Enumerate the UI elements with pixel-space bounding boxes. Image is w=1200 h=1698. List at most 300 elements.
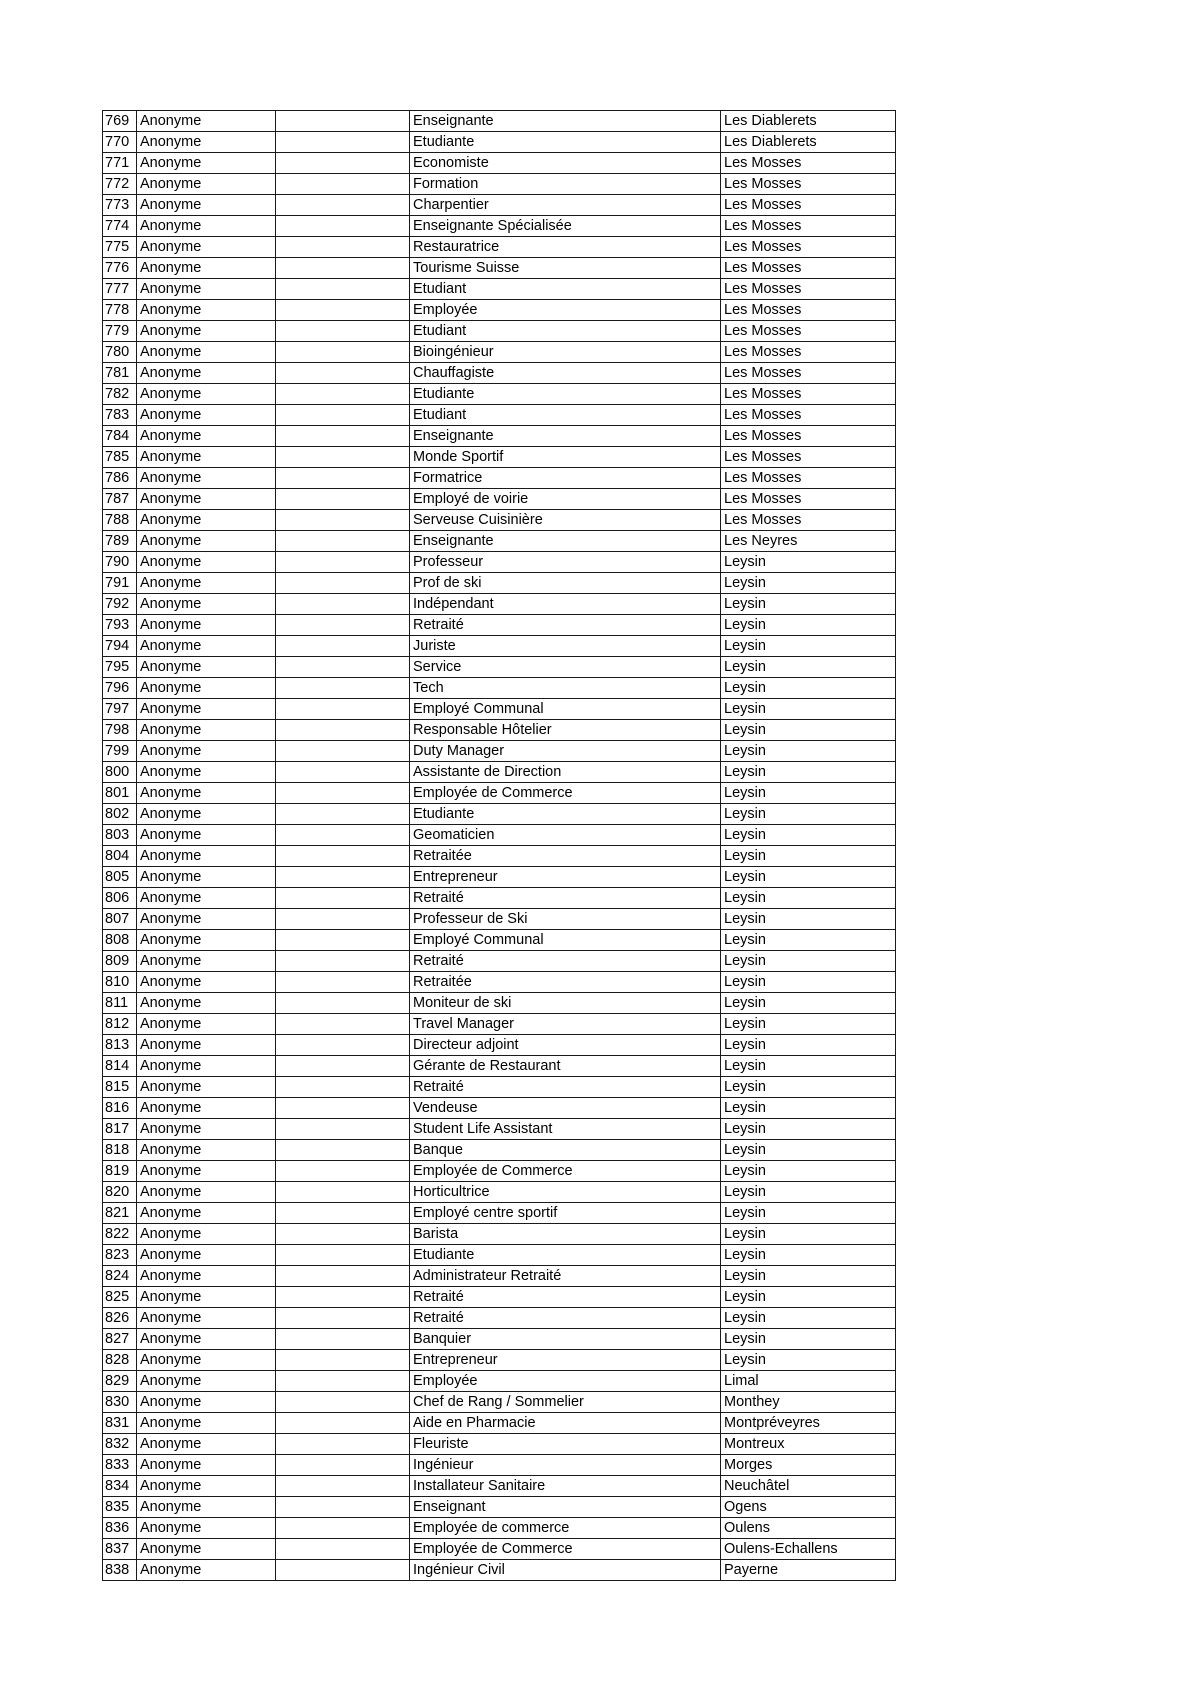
name-cell: Anonyme: [137, 1560, 276, 1581]
table-row: [103, 447, 896, 468]
row-number-cell: 799: [103, 741, 137, 762]
blank-cell: [276, 1560, 410, 1581]
row-number-cell: 773: [103, 195, 137, 216]
blank-cell: [276, 636, 410, 657]
table-row: [103, 972, 896, 993]
table-row: [103, 111, 896, 132]
blank-cell: [276, 1434, 410, 1455]
table-row: [103, 678, 896, 699]
row-number-cell: 800: [103, 762, 137, 783]
blank-cell: [276, 321, 410, 342]
name-cell: Anonyme: [137, 846, 276, 867]
table-row: [103, 1287, 896, 1308]
name-cell: Anonyme: [137, 468, 276, 489]
name-cell: Anonyme: [137, 426, 276, 447]
name-cell: Anonyme: [137, 594, 276, 615]
locality-cell: Les Mosses: [721, 174, 896, 195]
profession-cell: Etudiant: [410, 279, 721, 300]
name-cell: Anonyme: [137, 1455, 276, 1476]
profession-cell: Banque: [410, 1140, 721, 1161]
table-row: [103, 741, 896, 762]
locality-cell: Leysin: [721, 573, 896, 594]
profession-cell: Employée de Commerce: [410, 1161, 721, 1182]
name-cell: Anonyme: [137, 384, 276, 405]
profession-cell: Prof de ski: [410, 573, 721, 594]
blank-cell: [276, 615, 410, 636]
locality-cell: Leysin: [721, 825, 896, 846]
name-cell: Anonyme: [137, 1098, 276, 1119]
table-row: [103, 363, 896, 384]
table-row: [103, 951, 896, 972]
blank-cell: [276, 1098, 410, 1119]
table-row: [103, 1119, 896, 1140]
name-cell: Anonyme: [137, 972, 276, 993]
table-row: [103, 1413, 896, 1434]
profession-cell: Employée: [410, 1371, 721, 1392]
row-number-cell: 798: [103, 720, 137, 741]
table-row: [103, 846, 896, 867]
row-number-cell: 780: [103, 342, 137, 363]
blank-cell: [276, 1539, 410, 1560]
blank-cell: [276, 699, 410, 720]
name-cell: Anonyme: [137, 1539, 276, 1560]
table-row: [103, 636, 896, 657]
blank-cell: [276, 1119, 410, 1140]
blank-cell: [276, 1455, 410, 1476]
blank-cell: [276, 1497, 410, 1518]
name-cell: Anonyme: [137, 951, 276, 972]
table-row: [103, 1182, 896, 1203]
blank-cell: [276, 867, 410, 888]
blank-cell: [276, 1224, 410, 1245]
locality-cell: Leysin: [721, 888, 896, 909]
table-row: [103, 888, 896, 909]
row-number-cell: 825: [103, 1287, 137, 1308]
locality-cell: Leysin: [721, 762, 896, 783]
profession-cell: Tech: [410, 678, 721, 699]
locality-cell: Leysin: [721, 1308, 896, 1329]
locality-cell: Leysin: [721, 1098, 896, 1119]
name-cell: Anonyme: [137, 1014, 276, 1035]
profession-cell: Assistante de Direction: [410, 762, 721, 783]
name-cell: Anonyme: [137, 699, 276, 720]
table-row: [103, 720, 896, 741]
blank-cell: [276, 426, 410, 447]
table-row: [103, 195, 896, 216]
blank-cell: [276, 363, 410, 384]
name-cell: Anonyme: [137, 1077, 276, 1098]
locality-cell: Leysin: [721, 909, 896, 930]
row-number-cell: 835: [103, 1497, 137, 1518]
name-cell: Anonyme: [137, 1413, 276, 1434]
blank-cell: [276, 1413, 410, 1434]
locality-cell: Leysin: [721, 1077, 896, 1098]
locality-cell: Leysin: [721, 1266, 896, 1287]
row-number-cell: 794: [103, 636, 137, 657]
locality-cell: Leysin: [721, 1140, 896, 1161]
locality-cell: Les Mosses: [721, 384, 896, 405]
table-row: [103, 909, 896, 930]
profession-cell: Enseignante: [410, 111, 721, 132]
profession-cell: Enseignant: [410, 1497, 721, 1518]
profession-cell: Employé Communal: [410, 699, 721, 720]
table-row: [103, 1266, 896, 1287]
profession-cell: Economiste: [410, 153, 721, 174]
blank-cell: [276, 720, 410, 741]
profession-cell: Etudiant: [410, 321, 721, 342]
profession-cell: Bioingénieur: [410, 342, 721, 363]
profession-cell: Retraité: [410, 951, 721, 972]
profession-cell: Employée: [410, 300, 721, 321]
name-cell: Anonyme: [137, 1119, 276, 1140]
row-number-cell: 824: [103, 1266, 137, 1287]
blank-cell: [276, 846, 410, 867]
profession-cell: Fleuriste: [410, 1434, 721, 1455]
blank-cell: [276, 132, 410, 153]
locality-cell: Leysin: [721, 972, 896, 993]
name-cell: Anonyme: [137, 678, 276, 699]
blank-cell: [276, 279, 410, 300]
blank-cell: [276, 1392, 410, 1413]
name-cell: Anonyme: [137, 867, 276, 888]
locality-cell: Leysin: [721, 1182, 896, 1203]
name-cell: Anonyme: [137, 1056, 276, 1077]
profession-cell: Serveuse Cuisinière: [410, 510, 721, 531]
profession-cell: Responsable Hôtelier: [410, 720, 721, 741]
blank-cell: [276, 1245, 410, 1266]
name-cell: Anonyme: [137, 1329, 276, 1350]
row-number-cell: 797: [103, 699, 137, 720]
row-number-cell: 789: [103, 531, 137, 552]
row-number-cell: 831: [103, 1413, 137, 1434]
table-row: [103, 531, 896, 552]
profession-cell: Directeur adjoint: [410, 1035, 721, 1056]
profession-cell: Travel Manager: [410, 1014, 721, 1035]
profession-cell: Duty Manager: [410, 741, 721, 762]
locality-cell: Les Mosses: [721, 489, 896, 510]
name-cell: Anonyme: [137, 909, 276, 930]
name-cell: Anonyme: [137, 1476, 276, 1497]
name-cell: Anonyme: [137, 300, 276, 321]
blank-cell: [276, 783, 410, 804]
locality-cell: Leysin: [721, 1329, 896, 1350]
name-cell: Anonyme: [137, 930, 276, 951]
locality-cell: Les Mosses: [721, 195, 896, 216]
row-number-cell: 792: [103, 594, 137, 615]
locality-cell: Leysin: [721, 1245, 896, 1266]
blank-cell: [276, 1161, 410, 1182]
name-cell: Anonyme: [137, 258, 276, 279]
profession-cell: Formatrice: [410, 468, 721, 489]
name-cell: Anonyme: [137, 741, 276, 762]
name-cell: Anonyme: [137, 510, 276, 531]
blank-cell: [276, 1140, 410, 1161]
row-number-cell: 777: [103, 279, 137, 300]
name-cell: Anonyme: [137, 1035, 276, 1056]
signature-table: [102, 110, 896, 1581]
profession-cell: Banquier: [410, 1329, 721, 1350]
table-row: [103, 153, 896, 174]
locality-cell: Leysin: [721, 615, 896, 636]
table-row: [103, 132, 896, 153]
blank-cell: [276, 1266, 410, 1287]
row-number-cell: 818: [103, 1140, 137, 1161]
locality-cell: Leysin: [721, 783, 896, 804]
table-row: [103, 321, 896, 342]
profession-cell: Aide en Pharmacie: [410, 1413, 721, 1434]
name-cell: Anonyme: [137, 216, 276, 237]
blank-cell: [276, 972, 410, 993]
locality-cell: Leysin: [721, 720, 896, 741]
name-cell: Anonyme: [137, 1434, 276, 1455]
locality-cell: Les Mosses: [721, 300, 896, 321]
table-row: [103, 405, 896, 426]
name-cell: Anonyme: [137, 174, 276, 195]
row-number-cell: 806: [103, 888, 137, 909]
name-cell: Anonyme: [137, 111, 276, 132]
name-cell: Anonyme: [137, 888, 276, 909]
row-number-cell: 790: [103, 552, 137, 573]
profession-cell: Retraitée: [410, 972, 721, 993]
row-number-cell: 838: [103, 1560, 137, 1581]
profession-cell: Retraité: [410, 888, 721, 909]
profession-cell: Employé de voirie: [410, 489, 721, 510]
profession-cell: Entrepreneur: [410, 867, 721, 888]
row-number-cell: 834: [103, 1476, 137, 1497]
locality-cell: Les Diablerets: [721, 111, 896, 132]
blank-cell: [276, 1350, 410, 1371]
name-cell: Anonyme: [137, 195, 276, 216]
row-number-cell: 788: [103, 510, 137, 531]
locality-cell: Leysin: [721, 636, 896, 657]
locality-cell: Les Mosses: [721, 510, 896, 531]
table-row: [103, 216, 896, 237]
locality-cell: Montpréveyres: [721, 1413, 896, 1434]
table-row: [103, 1560, 896, 1581]
row-number-cell: 830: [103, 1392, 137, 1413]
table-row: [103, 1350, 896, 1371]
locality-cell: Neuchâtel: [721, 1476, 896, 1497]
row-number-cell: 795: [103, 657, 137, 678]
locality-cell: Ogens: [721, 1497, 896, 1518]
name-cell: Anonyme: [137, 321, 276, 342]
name-cell: Anonyme: [137, 1224, 276, 1245]
row-number-cell: 775: [103, 237, 137, 258]
blank-cell: [276, 741, 410, 762]
blank-cell: [276, 930, 410, 951]
name-cell: Anonyme: [137, 1182, 276, 1203]
name-cell: Anonyme: [137, 1518, 276, 1539]
blank-cell: [276, 657, 410, 678]
row-number-cell: 791: [103, 573, 137, 594]
row-number-cell: 772: [103, 174, 137, 195]
blank-cell: [276, 1518, 410, 1539]
locality-cell: Leysin: [721, 951, 896, 972]
locality-cell: Leysin: [721, 846, 896, 867]
profession-cell: Ingénieur Civil: [410, 1560, 721, 1581]
row-number-cell: 778: [103, 300, 137, 321]
table-row: [103, 1329, 896, 1350]
blank-cell: [276, 489, 410, 510]
blank-cell: [276, 510, 410, 531]
profession-cell: Restauratrice: [410, 237, 721, 258]
profession-cell: Installateur Sanitaire: [410, 1476, 721, 1497]
profession-cell: Professeur de Ski: [410, 909, 721, 930]
blank-cell: [276, 993, 410, 1014]
row-number-cell: 803: [103, 825, 137, 846]
table-row: [103, 1224, 896, 1245]
blank-cell: [276, 153, 410, 174]
locality-cell: Leysin: [721, 741, 896, 762]
blank-cell: [276, 1308, 410, 1329]
name-cell: Anonyme: [137, 447, 276, 468]
row-number-cell: 804: [103, 846, 137, 867]
name-cell: Anonyme: [137, 1245, 276, 1266]
table-row: [103, 510, 896, 531]
row-number-cell: 811: [103, 993, 137, 1014]
row-number-cell: 823: [103, 1245, 137, 1266]
row-number-cell: 821: [103, 1203, 137, 1224]
blank-cell: [276, 468, 410, 489]
row-number-cell: 802: [103, 804, 137, 825]
row-number-cell: 836: [103, 1518, 137, 1539]
locality-cell: Leysin: [721, 1035, 896, 1056]
blank-cell: [276, 909, 410, 930]
profession-cell: Retraité: [410, 1077, 721, 1098]
locality-cell: Les Mosses: [721, 153, 896, 174]
blank-cell: [276, 384, 410, 405]
profession-cell: Enseignante Spécialisée: [410, 216, 721, 237]
name-cell: Anonyme: [137, 363, 276, 384]
locality-cell: Leysin: [721, 1161, 896, 1182]
profession-cell: Administrateur Retraité: [410, 1266, 721, 1287]
name-cell: Anonyme: [137, 825, 276, 846]
table-row: [103, 930, 896, 951]
profession-cell: Enseignante: [410, 531, 721, 552]
profession-cell: Ingénieur: [410, 1455, 721, 1476]
locality-cell: Leysin: [721, 1203, 896, 1224]
locality-cell: Leysin: [721, 678, 896, 699]
table-row: [103, 1518, 896, 1539]
profession-cell: Service: [410, 657, 721, 678]
blank-cell: [276, 195, 410, 216]
profession-cell: Barista: [410, 1224, 721, 1245]
locality-cell: Leysin: [721, 657, 896, 678]
table-row: [103, 1455, 896, 1476]
row-number-cell: 807: [103, 909, 137, 930]
row-number-cell: 784: [103, 426, 137, 447]
table-row: [103, 1014, 896, 1035]
locality-cell: Limal: [721, 1371, 896, 1392]
locality-cell: Montreux: [721, 1434, 896, 1455]
name-cell: Anonyme: [137, 636, 276, 657]
table-row: [103, 468, 896, 489]
blank-cell: [276, 174, 410, 195]
locality-cell: Les Mosses: [721, 405, 896, 426]
row-number-cell: 817: [103, 1119, 137, 1140]
table-row: [103, 384, 896, 405]
name-cell: Anonyme: [137, 342, 276, 363]
profession-cell: Employé centre sportif: [410, 1203, 721, 1224]
blank-cell: [276, 1287, 410, 1308]
table-row: [103, 489, 896, 510]
table-row: [103, 867, 896, 888]
table-row: [103, 573, 896, 594]
table-row: [103, 1308, 896, 1329]
locality-cell: Les Mosses: [721, 216, 896, 237]
profession-cell: Etudiante: [410, 804, 721, 825]
table-row: [103, 426, 896, 447]
locality-cell: Les Diablerets: [721, 132, 896, 153]
blank-cell: [276, 804, 410, 825]
locality-cell: Leysin: [721, 1350, 896, 1371]
blank-cell: [276, 531, 410, 552]
table-row: [103, 615, 896, 636]
profession-cell: Professeur: [410, 552, 721, 573]
row-number-cell: 779: [103, 321, 137, 342]
row-number-cell: 771: [103, 153, 137, 174]
name-cell: Anonyme: [137, 762, 276, 783]
table-row: [103, 237, 896, 258]
locality-cell: Les Mosses: [721, 342, 896, 363]
row-number-cell: 827: [103, 1329, 137, 1350]
table-row: [103, 258, 896, 279]
table-row: [103, 1392, 896, 1413]
profession-cell: Retraitée: [410, 846, 721, 867]
locality-cell: Leysin: [721, 1287, 896, 1308]
name-cell: Anonyme: [137, 993, 276, 1014]
table-row: [103, 1539, 896, 1560]
name-cell: Anonyme: [137, 531, 276, 552]
locality-cell: Morges: [721, 1455, 896, 1476]
table-row: [103, 1140, 896, 1161]
blank-cell: [276, 1056, 410, 1077]
profession-cell: Employée de Commerce: [410, 783, 721, 804]
profession-cell: Horticultrice: [410, 1182, 721, 1203]
row-number-cell: 796: [103, 678, 137, 699]
profession-cell: Moniteur de ski: [410, 993, 721, 1014]
table-row: [103, 1035, 896, 1056]
blank-cell: [276, 447, 410, 468]
name-cell: Anonyme: [137, 132, 276, 153]
blank-cell: [276, 1035, 410, 1056]
profession-cell: Gérante de Restaurant: [410, 1056, 721, 1077]
table-row: [103, 699, 896, 720]
blank-cell: [276, 888, 410, 909]
blank-cell: [276, 342, 410, 363]
name-cell: Anonyme: [137, 783, 276, 804]
profession-cell: Formation: [410, 174, 721, 195]
profession-cell: Retraité: [410, 1287, 721, 1308]
blank-cell: [276, 300, 410, 321]
locality-cell: Monthey: [721, 1392, 896, 1413]
name-cell: Anonyme: [137, 552, 276, 573]
name-cell: Anonyme: [137, 1203, 276, 1224]
locality-cell: Les Mosses: [721, 363, 896, 384]
row-number-cell: 774: [103, 216, 137, 237]
locality-cell: Leysin: [721, 699, 896, 720]
profession-cell: Chauffagiste: [410, 363, 721, 384]
blank-cell: [276, 111, 410, 132]
table-row: [103, 1077, 896, 1098]
profession-cell: Vendeuse: [410, 1098, 721, 1119]
row-number-cell: 819: [103, 1161, 137, 1182]
blank-cell: [276, 1077, 410, 1098]
row-number-cell: 785: [103, 447, 137, 468]
row-number-cell: 833: [103, 1455, 137, 1476]
profession-cell: Geomaticien: [410, 825, 721, 846]
profession-cell: Chef de Rang / Sommelier: [410, 1392, 721, 1413]
